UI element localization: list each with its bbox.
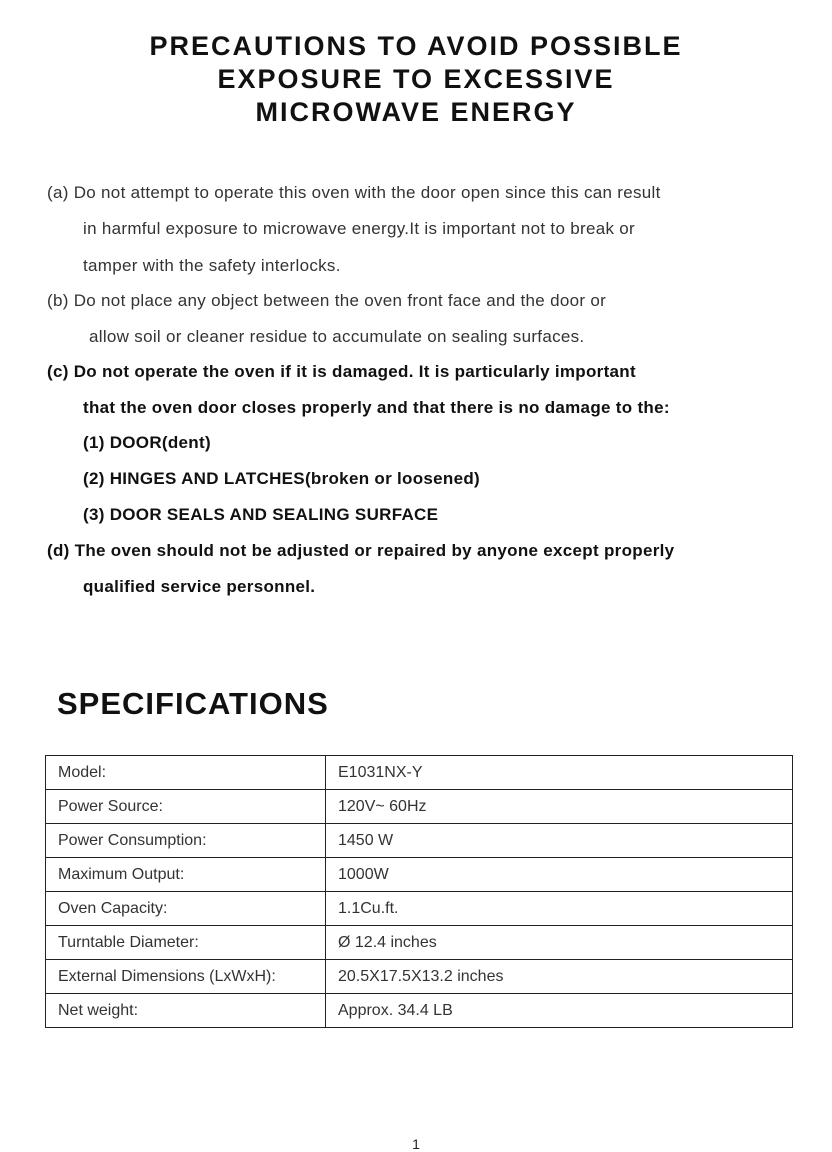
precaution-a-line-1: (a) Do not attempt to operate this oven with the door open since this can result xyxy=(47,183,661,202)
spec-label: Net weight: xyxy=(46,994,326,1028)
spec-value: E1031NX-Y xyxy=(326,756,793,790)
spec-value: 1450 W xyxy=(326,824,793,858)
title-line-3: MICROWAVE ENERGY xyxy=(255,97,577,127)
precaution-b-line-2: allow soil or cleaner residue to accumulate on sealing surfaces. xyxy=(89,327,585,346)
spec-value: Approx. 34.4 LB xyxy=(326,994,793,1028)
precaution-b-line-1: (b) Do not place any object between the oven front face and the door or xyxy=(47,291,607,310)
spec-label: Maximum Output: xyxy=(46,858,326,892)
precaution-c-line-2: that the oven door closes properly and that there is no damage to the: xyxy=(83,398,670,417)
precaution-d-line-2: qualified service personnel. xyxy=(83,577,316,596)
spec-value: 1.1Cu.ft. xyxy=(326,892,793,926)
spec-label: Oven Capacity: xyxy=(46,892,326,926)
page-title xyxy=(0,30,832,129)
precaution-d-line-1: (d) The oven should not be adjusted or repaired by anyone except properly xyxy=(47,541,675,560)
precaution-c-item-3: (3) DOOR SEALS AND SEALING SURFACE xyxy=(83,505,439,524)
table-row xyxy=(46,824,793,858)
table-row xyxy=(46,926,793,960)
table-row xyxy=(46,892,793,926)
title-line-1: PRECAUTIONS TO AVOID POSSIBLE xyxy=(149,31,683,61)
table-row xyxy=(46,858,793,892)
table-row xyxy=(46,960,793,994)
precaution-a-line-2: in harmful exposure to microwave energy.It is important not to break or xyxy=(83,219,636,238)
spec-value: Ø 12.4 inches xyxy=(326,926,793,960)
precaution-c-item-1: (1) DOOR(dent) xyxy=(83,433,211,452)
precaution-c-line-1: (c) Do not operate the oven if it is damaged. It is particularly important xyxy=(47,362,636,381)
table-row xyxy=(46,790,793,824)
spec-label: Power Consumption: xyxy=(46,824,326,858)
spec-value: 120V~ 60Hz xyxy=(326,790,793,824)
page-number: 1 xyxy=(412,1136,420,1152)
specifications-table xyxy=(45,755,793,1028)
spec-value: 20.5X17.5X13.2 inches xyxy=(326,960,793,994)
precaution-a-line-3: tamper with the safety interlocks. xyxy=(83,256,341,275)
spec-label: External Dimensions (LxWxH): xyxy=(46,960,326,994)
precaution-c-item-2: (2) HINGES AND LATCHES(broken or loosened) xyxy=(83,469,481,488)
spec-value: 1000W xyxy=(326,858,793,892)
spec-label: Model: xyxy=(46,756,326,790)
spec-label: Power Source: xyxy=(46,790,326,824)
specifications-heading: SPECIFICATIONS xyxy=(57,686,329,721)
title-line-2: EXPOSURE TO EXCESSIVE xyxy=(217,64,615,94)
table-row xyxy=(46,756,793,790)
spec-label: Turntable Diameter: xyxy=(46,926,326,960)
table-row xyxy=(46,994,793,1028)
